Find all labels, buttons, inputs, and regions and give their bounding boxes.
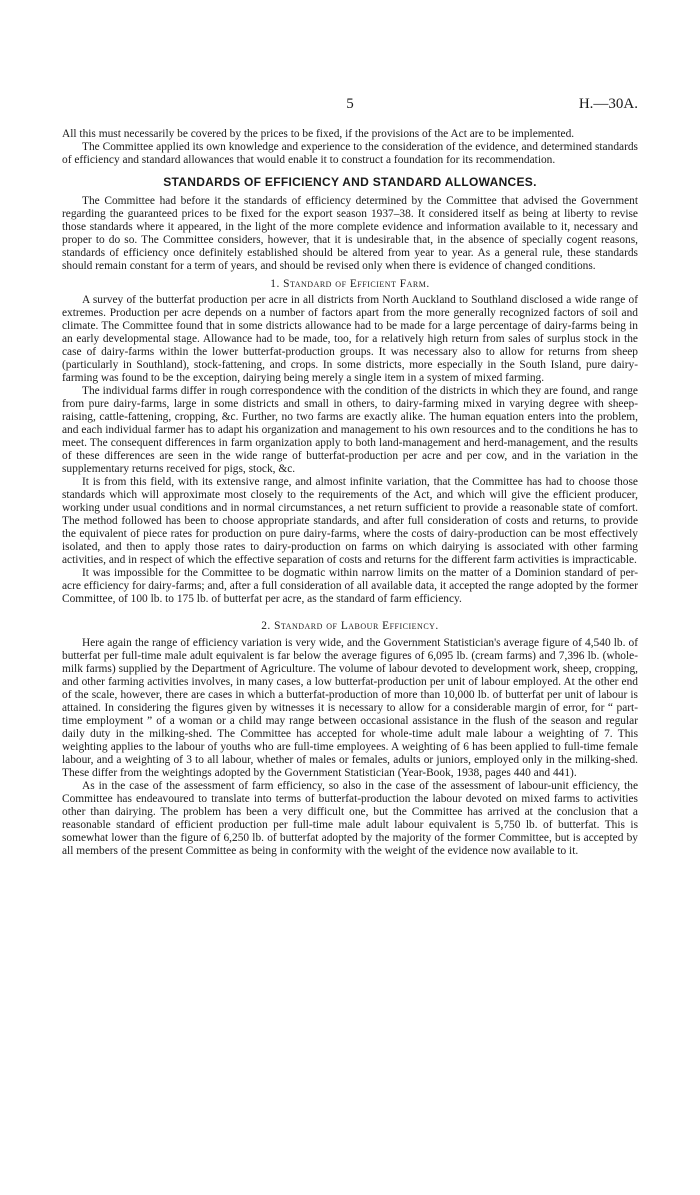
farm-paragraph-1: A survey of the butterfat production per acre in all districts from North Auckland to Southland disclosed a wide range of extremes. Production per acre depends on a number of factors apart from the more generally recognized factors of soil and climate. The Committee found that in some districts allowance had to be made for a large percentage of dairy-farms being in an early developmental stage. Allowance had to be made, too, for a relatively high return from sales of surplus stock in the case of dairy-farms within the lower butterfat-production groups. It was necessary also to allow for returns from sheep (particularly in Southland), stock-fattening, and crops. In some districts, more especially in the South Island, pure dairy-farming was found to be the exception, dairying being merely a single item in a system of mixed farming. bbox=[62, 294, 638, 384]
intro-paragraph-2: The Committee applied its own knowledge and experience to the consideration of the evidence, and determined standards of efficiency and standard allowances that would enable it to construct a foundation for its recommendation. bbox=[62, 141, 638, 166]
section-paragraph-1: The Committee had before it the standards of efficiency determined by the Committee that advised the Government regarding the guaranteed prices to be fixed for the export season 1937–38. It considered itself as being at liberty to revise those standards where it appeared, in the light of the more complete evidence and information available to it, necessary and proper to do so. The Committee considers, however, that it is undesirable that, in the absence of specially cogent reasons, standards of efficiency once definitely established should be altered from year to year. As a general rule, these standards should remain constant for a term of years, and should be revised only when there is evidence of changed conditions. bbox=[62, 195, 638, 272]
intro-paragraph-1: All this must necessarily be covered by the prices to be fixed, if the provisions of the Act are to be implemented. bbox=[62, 128, 575, 140]
labour-paragraph-1: Here again the range of efficiency variation is very wide, and the Government Statistician's average figure of 4,540 lb. of butterfat per full-time male adult equivalent is far below the average figures of 6,095 lb. (cream farms) and 7,396 lb. (whole-milk farms) supplied by the Department of Agriculture. The volume of labour devoted to development work, sheep, cropping, and other farming activities involves, in many cases, a low butterfat-production per unit of labour employed. At the other end of the scale, however, there are cases in which a butterfat-production of more than 10,000 lb. of butterfat per unit of labour is attained. In considering the figures given by witnesses it is necessary to allow for a considerable margin of error, for “ part-time employment ” of a woman or a child may range between occasional assistance in the flush of the season and regular daily duty in the milking-shed. The Committee has accepted for whole-time adult male labour a weighting of 7. This weighting applies to the labour of youths who are full-time employees. A weighting of 6 has been applied to full-time female labour, and a weighting of 3 to all labour, whether of males or females, adults or juniors, employed only in the milking-shed. These differ from the weightings adopted by the Government Statistician (Year-Book, 1938, pages 440 and 441). bbox=[62, 637, 638, 779]
farm-paragraph-2: The individual farms differ in rough correspondence with the condition of the districts in which they are found, and range from pure dairy-farms, large in some districts and small in others, to dairy-farming mixed in varying degree with sheep-raising, cattle-fattening, cropping, &c. Further, no two farms are exactly alike. The human equation enters into the problem, and each individual farmer has to adapt his organization and management to his own resources and to the conditions he has to meet. The consequent differences in farm organization apply to both land-management and herd-management, and the results of these differences are seen in the wide range of butterfat-production per acre and per cow, and in the variation in the supplementary returns received for pigs, stock, &c. bbox=[62, 385, 638, 475]
section-heading: STANDARDS OF EFFICIENCY AND STANDARD ALLOWANCES. bbox=[163, 175, 537, 189]
labour-heading: 2. Standard of Labour Efficiency. bbox=[261, 620, 439, 632]
page-header bbox=[62, 96, 638, 118]
farm-paragraph-4: It was impossible for the Committee to be dogmatic within narrow limits on the matter of a Dominion standard of per-acre efficiency for dairy-farms; and, after a full consideration of all available data, it accepted the range adopted by the former Committee, of 100 lb. to 175 lb. of butterfat per acre, as the standard of farm efficiency. bbox=[62, 567, 638, 605]
document-reference: H.—30A. bbox=[578, 96, 638, 112]
labour-paragraph-2: As in the case of the assessment of farm efficiency, so also in the case of the assessment of labour-unit efficiency, the Committee has endeavoured to translate into terms of butterfat-production the labour devoted on mixed farms to activities other than dairying. The problem has been a very difficult one, but the Committee has arrived at the conclusion that a reasonable standard of efficient production per full-time male adult labour equivalent is 5,750 lb. of butterfat. This is somewhat lower than the figure of 6,250 lb. of butterfat adopted by the majority of the former Committee, but is accepted by all members of the present Committee as being in conformity with the weight of the evidence now available to it. bbox=[62, 780, 638, 857]
page-number: 5 bbox=[346, 96, 354, 112]
farm-heading: 1. Standard of Efficient Farm. bbox=[270, 278, 430, 290]
farm-paragraph-3: It is from this field, with its extensive range, and almost infinite variation, that the Committee has had to choose those standards which will approximate most closely to the requirements of the Act, and which will give the efficient producer, working under usual conditions and in normal circumstances, a net return sufficient to provide a reasonable state of comfort. The method followed has been to choose appropriate standards, and after full consideration of costs and returns, to provide the equivalent of piece rates for production on pure dairy-farms, where the costs of dairy-production can be most effectively isolated, and then to apply those rates to dairy-production on farms on which dairying is associated with other farming activities, and in respect of which the effective separation of costs and returns for the different farm activities is impracticable. bbox=[62, 476, 638, 566]
document-page bbox=[62, 96, 638, 858]
